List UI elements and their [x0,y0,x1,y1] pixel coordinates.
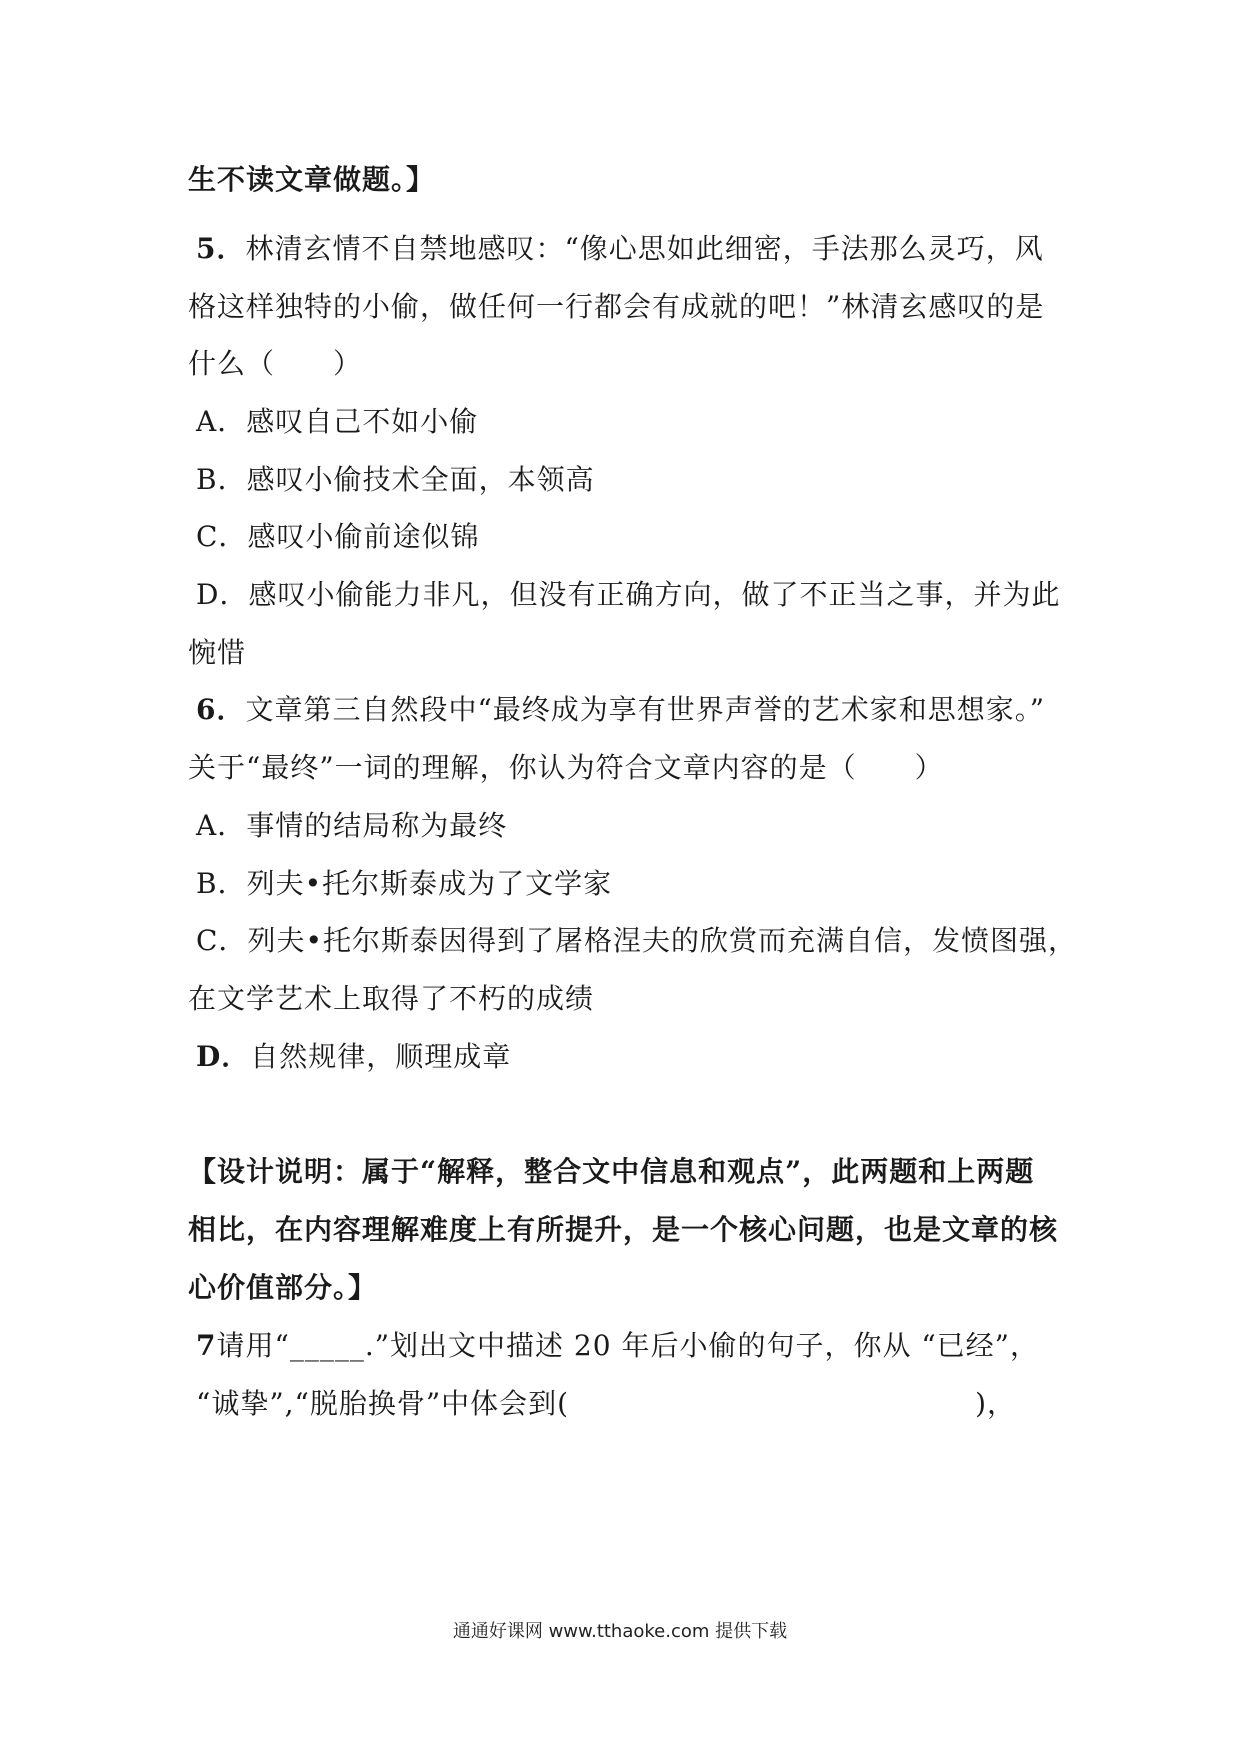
option-letter: B． [196,463,247,496]
question-5-line-2: 格这样独特的小偷，做任何一行都会有成就的吧！”林清玄感叹的是 [188,290,1045,323]
question-6-text-1: 文章第三自然段中“最终成为享有世界声誉的艺术家和思想家。” [245,693,1046,726]
question-7-blank: _____ [289,1329,365,1362]
question-5-option-c [196,517,1076,557]
question-6-line-1 [196,690,1076,730]
question-5-option-d [196,575,1076,615]
question-5-option-a [196,402,1076,442]
question-5-line-1 [196,229,1076,269]
option-letter: C． [196,520,248,553]
question-6-option-a [196,806,1076,846]
option-letter: A． [196,809,247,842]
option-letter: B． [196,867,247,900]
question-6-line-2: 关于“最终”一词的理解，你认为符合文章内容的是（ ） [188,751,944,784]
option-text: 自然规律，顺理成章 [250,1040,512,1073]
question-5-line-3: 什么（ ） [188,347,363,380]
option-text: 感叹小偷技术全面，本领高 [246,463,595,496]
option-letter: C． [196,924,248,957]
design-note-line-3: 心价值部分。】 [188,1271,378,1304]
question-7-text-post: .”划出文中描述 20 年后小偷的句子，你从 “已经”， [364,1329,1039,1362]
option-letter: A． [196,405,247,438]
question-6-option-c-continued: 在文学艺术上取得了不朽的成绩 [188,982,595,1015]
question-7-text-pre: 请用“ [216,1329,290,1362]
option-text: 列夫•托尔斯泰因得到了屠格涅夫的欣赏而充满自信，发愤图强， [247,924,1077,957]
question-5-number: 5． [196,232,246,265]
question-6-number: 6． [196,693,246,726]
option-text: 感叹小偷能力非凡，但没有正确方向，做了不正当之事，并为此 [248,578,1061,611]
question-7-line-1 [196,1326,1076,1366]
question-6-option-b [196,864,1076,904]
option-letter: D． [196,1040,251,1073]
intro-line: 生不读文章做题。】 [188,163,436,196]
option-text: 事情的结局称为最终 [246,809,508,842]
design-note-line-1: 【设计说明：属于“解释，整合文中信息和观点”，此两题和上两题 [188,1155,1035,1188]
option-letter: D． [196,578,249,611]
question-5-option-d-continued: 惋惜 [188,636,247,669]
question-6-option-d [196,1037,1076,1077]
option-text: 感叹自己不如小偷 [246,405,479,438]
design-note-line-2: 相比，在内容理解难度上有所提升，是一个核心问题，也是文章的核 [188,1213,1059,1246]
question-7-line-2: “诚挚”,“脱胎换骨”中体会到( )， [196,1387,1017,1420]
question-5-text-1: 林清玄情不自禁地感叹：“像心思如此细密，手法那么灵巧，风 [245,232,1044,265]
question-6-option-c [196,921,1076,961]
page-footer: 通通好课网 www.tthaoke.com 提供下载 [452,1621,788,1642]
question-5-option-b [196,460,1076,500]
option-text: 感叹小偷前途似锦 [247,520,480,553]
question-7-number: 7 [196,1329,217,1362]
option-text: 列夫•托尔斯泰成为了文学家 [246,867,613,900]
